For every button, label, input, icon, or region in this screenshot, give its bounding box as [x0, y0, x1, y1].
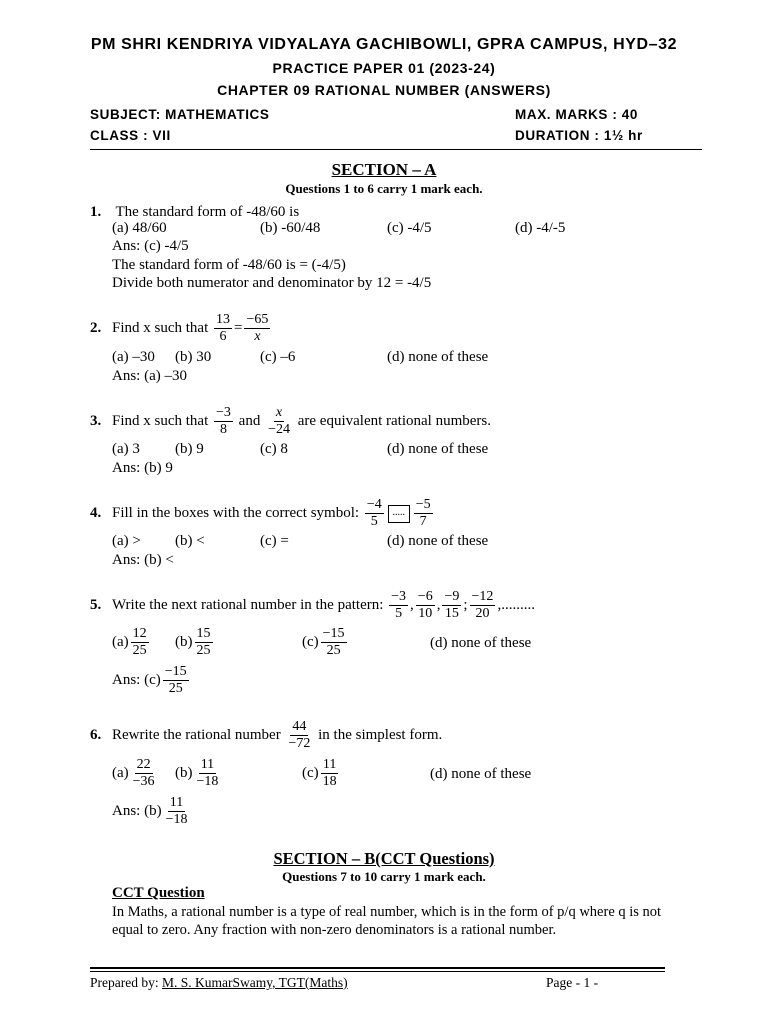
question-5: 5. Write the next rational number in the pattern: $\frac{-3}{5}$ , $\frac{-6}{10}$ , $\frac{-9}{15}$ ; $\frac{-12}{20}$ ,......... [90, 589, 535, 621]
q6-option-c: (c) $\frac{11}{18}$ [302, 757, 337, 789]
cct-heading: CCT Question [112, 885, 205, 901]
question-number: 5. [90, 596, 102, 613]
q1-answer: Ans: (c) -4/5 [112, 238, 189, 254]
question-text: Write the next rational number in the pattern: [112, 596, 384, 613]
q5-option-c: (c) $\frac{-15}{25}$ [302, 626, 345, 658]
q2-option-a: (a) –30 [112, 349, 155, 365]
question-number: 1. [90, 204, 102, 220]
question-text: Find x such that [112, 412, 209, 429]
answer-box: ..... [388, 505, 410, 523]
q5-option-d: (d) none of these [430, 635, 532, 651]
q4-option-d: (d) none of these [387, 533, 489, 549]
question-3 [90, 405, 491, 438]
footer-rule-bottom [90, 971, 665, 972]
q3-answer: Ans: (b) 9 [112, 460, 173, 476]
max-marks: MAX. MARKS : 40 [515, 107, 639, 122]
question-4 [90, 497, 435, 530]
section-a-note: Questions 1 to 6 carry 1 mark each. [285, 181, 483, 196]
q4-answer: Ans: (b) < [112, 552, 174, 568]
chapter-title: CHAPTER 09 RATIONAL NUMBER (ANSWERS) [217, 82, 551, 98]
q5-option-b: (b) $\frac{15}{25}$ [175, 626, 211, 658]
q6-option-b: (b) $\frac{11}{-18}$ [175, 757, 219, 789]
equals-sign: = [234, 319, 243, 336]
q2-option-d: (d) none of these [387, 349, 489, 365]
question-1 [90, 203, 299, 221]
fraction: $\frac{13}{6}$ [216, 312, 230, 344]
question-6 [90, 719, 442, 752]
fraction: $\frac{-4}{5}$ [366, 497, 382, 529]
section-b-note: Questions 7 to 10 carry 1 mark each. [282, 869, 486, 884]
q4-option-b: (b) < [175, 533, 205, 549]
paper-title: PRACTICE PAPER 01 (2023-24) [272, 60, 496, 76]
page-number: Page - 1 - [546, 975, 599, 990]
fraction: $\frac{44}{-72}$ [288, 719, 311, 751]
q1-explanation-2: Divide both numerator and denominator by 12 = -4/5 [112, 275, 432, 291]
cct-paragraph-line-2: equal to zero. Any fraction with non-zero denominators is a rational number. [112, 922, 557, 938]
author-name: M. S. KumarSwamy, TGT(Maths) [161, 975, 348, 990]
question-text-tail: are equivalent rational numbers. [297, 412, 491, 429]
question-number: 2. [90, 319, 102, 336]
q6-option-d: (d) none of these [430, 766, 532, 782]
question-text: Fill in the boxes with the correct symbol: [112, 504, 360, 521]
school-name: PM SHRI KENDRIYA VIDYALAYA GACHIBOWLI, GPRA CAMPUS, HYD–32 [90, 36, 678, 53]
fraction: $\frac{-9}{15}$ [444, 589, 460, 621]
q3-option-a: (a) 3 [112, 441, 140, 457]
fraction: $\frac{-12}{20}$ [471, 589, 494, 621]
q1-option-d: (d) -4/-5 [515, 220, 566, 236]
q5-answer: Ans: (c) $\frac{-15}{25}$ [112, 664, 187, 696]
q1-option-b: (b) -60/48 [260, 220, 321, 236]
q1-option-c: (c) -4/5 [387, 220, 432, 236]
q1-explanation-1: The standard form of -48/60 is = (-4/5) [112, 257, 346, 273]
footer-rule-top [90, 967, 665, 969]
fraction: $\frac{-3}{8}$ [216, 405, 231, 437]
fraction: $\frac{-3}{5}$ [391, 589, 407, 621]
question-text-tail: in the simplest form. [318, 726, 443, 743]
q3-option-d: (d) none of these [387, 441, 489, 457]
q4-option-c: (c) = [260, 533, 289, 549]
subject: SUBJECT: MATHEMATICS [90, 107, 270, 122]
header-divider [90, 149, 702, 150]
fraction: $\frac{x}{-24}$ [268, 405, 290, 437]
q2-option-b: (b) 30 [175, 349, 212, 365]
fraction: $\frac{-6}{10}$ [417, 589, 433, 621]
q6-option-a: (a) $\frac{22}{-36}$ [112, 757, 155, 789]
q4-option-a: (a) > [112, 533, 141, 549]
section-a-title: SECTION – A [331, 160, 437, 179]
fraction: $\frac{-65}{x}$ [246, 312, 269, 344]
q6-answer: Ans: (b) $\frac{11}{-18}$ [112, 795, 188, 827]
q3-option-c: (c) 8 [260, 441, 288, 457]
question-number: 4. [90, 504, 102, 521]
class: CLASS : VII [90, 128, 171, 143]
cct-paragraph-line-1: In Maths, a rational number is a type of real number, which is in the form of p/q where q is not [112, 904, 662, 920]
q1-option-a: (a) 48/60 [112, 220, 167, 236]
q3-option-b: (b) 9 [175, 441, 204, 457]
q5-option-a: (a) $\frac{12}{25}$ [112, 626, 147, 658]
question-text: Find x such that [112, 319, 209, 336]
q2-option-c: (c) –6 [260, 349, 296, 365]
question-text: Rewrite the rational number [112, 726, 281, 743]
duration: DURATION : 1½ hr [515, 128, 643, 143]
section-b-title: SECTION – B(CCT Questions) [273, 849, 495, 868]
q2-answer: Ans: (a) –30 [112, 368, 187, 384]
and-text: and [238, 412, 261, 429]
question-text: The standard form of -48/60 is [112, 204, 300, 220]
pattern-ellipsis: ,......... [497, 596, 535, 613]
question-number: 6. [90, 726, 102, 743]
question-2 [90, 312, 272, 345]
prepared-by-label: Prepared by: [90, 975, 159, 990]
question-number: 3. [90, 412, 102, 429]
footer-credit [90, 975, 348, 991]
fraction: $\frac{-5}{7}$ [415, 497, 431, 529]
